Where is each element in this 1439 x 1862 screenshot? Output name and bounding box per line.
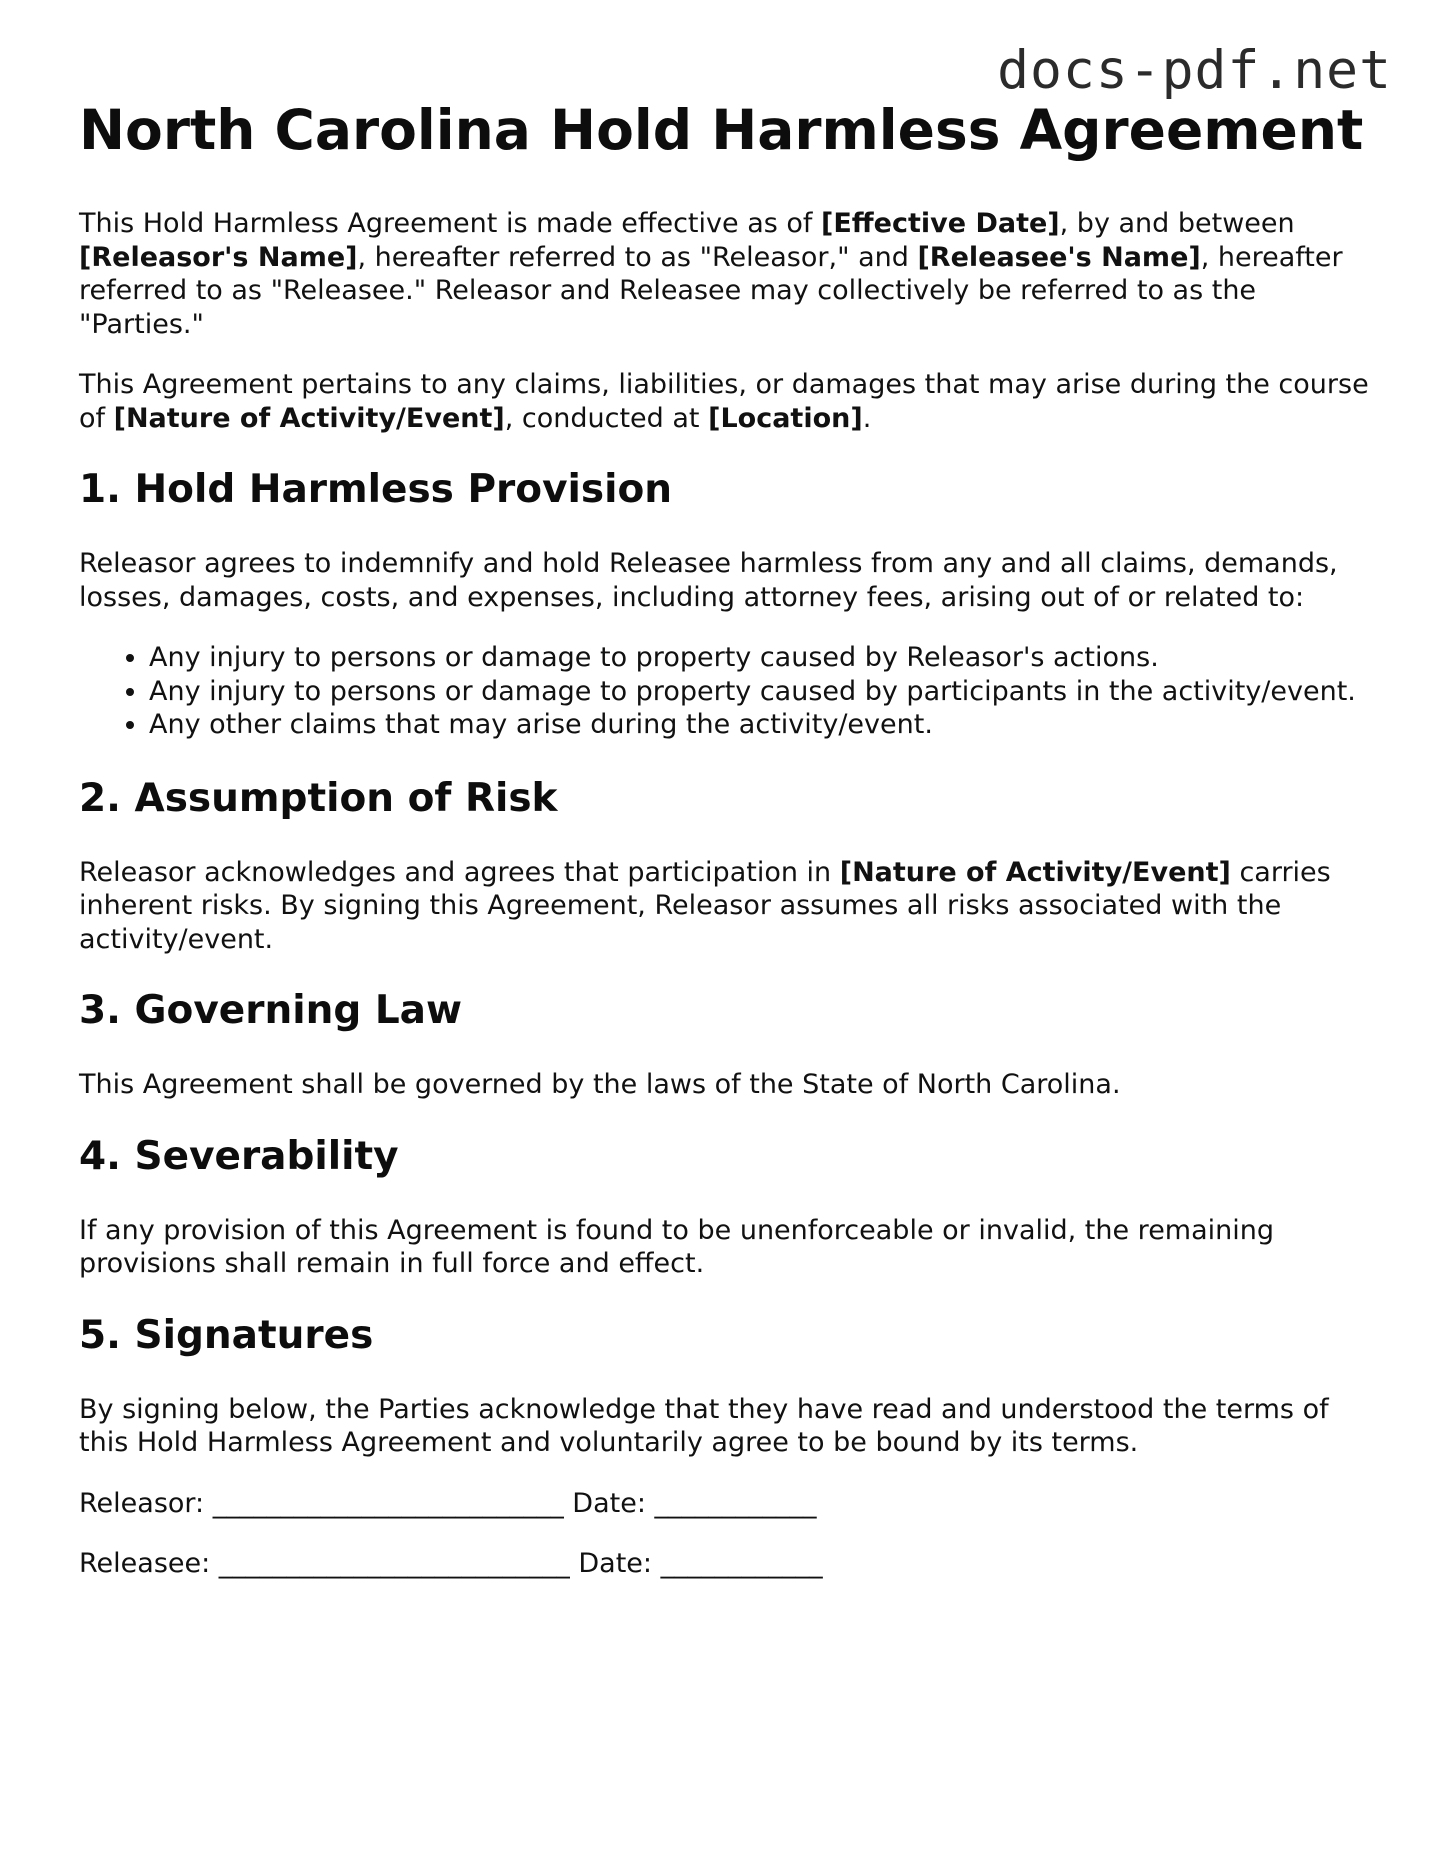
list-item: • Any injury to persons or damage to property caused by participants in the activity/event. [149, 675, 1369, 709]
document-title: North Carolina Hold Harmless Agreement [79, 98, 1364, 162]
intro-text-3: , hereafter referred to as "Releasor," and [357, 241, 918, 273]
section-1-list [79, 641, 1369, 742]
activity-placeholder: [Nature of Activity/Event] [839, 856, 1231, 888]
section-3-heading: 3. Governing Law [79, 988, 463, 1033]
section-4-heading: 4. Severability [79, 1133, 399, 1179]
intro-paragraph [79, 207, 1369, 341]
list-item: • Any injury to persons or damage to property caused by Releasor's actions. [149, 641, 1369, 675]
list-item: • Any other claims that may arise during the activity/event. [149, 708, 1369, 742]
releasor-name-placeholder: [Releasor's Name] [79, 241, 358, 273]
section-2-text-1: Releasor acknowledges and agrees that participation in [79, 856, 840, 888]
section-1-text: Releasor agrees to indemnify and hold Releasee harmless from any and all claims, demands, losses, damages, costs, and expenses, including attorney fees, arising out of or related to: [79, 548, 1338, 613]
scope-paragraph [79, 368, 1369, 435]
section-2-heading: 2. Assumption of Risk [79, 775, 558, 821]
section-2-text [79, 856, 1369, 957]
releasee-signature-line: Releasee: __________________________ Date: ____________ [79, 1548, 823, 1579]
releasor-signature-line: Releasor: __________________________ Date: ____________ [79, 1487, 817, 1519]
watermark: docs-pdf.net [997, 40, 1392, 101]
section-4-text: If any provision of this Agreement is found to be unenforceable or invalid, the remaining provisions shall remain in full force and effect. [79, 1214, 1275, 1279]
releasee-name-placeholder: [Releasee's Name] [917, 241, 1201, 273]
effective-date-placeholder: [Effective Date] [821, 208, 1060, 239]
scope-text-3: . [862, 402, 872, 434]
section-5-text: By signing below, the Parties acknowledge that they have read and understood the terms of this Hold Harmless Agreement and voluntarily agree to be bound by its terms. [79, 1393, 1329, 1458]
section-2-text-2: carries inherent risks. By signing this Agreement, Releasor assumes all risks associated with the activity/event. [79, 856, 1331, 955]
intro-text-4: , hereafter referred to as "Releasee." Releasor and Releasee may collectively be referred to as the "Parties." [79, 241, 1343, 340]
section-3-text: This Agreement shall be governed by the laws of the State of North Carolina. [79, 1069, 1121, 1100]
scope-text-1: This Agreement pertains to any claims, liabilities, or damages that may arise during the course of [79, 369, 1369, 434]
section-5-heading: 5. Signatures [79, 1312, 374, 1358]
scope-text-2: , conducted at [504, 402, 709, 434]
activity-placeholder: [Nature of Activity/Event] [113, 402, 505, 434]
section-1-heading: 1. Hold Harmless Provision [79, 467, 673, 512]
intro-text-2: , by and between [1059, 208, 1295, 239]
location-placeholder: [Location] [708, 402, 863, 434]
document-page [79, 98, 1369, 1608]
intro-text-1: This Hold Harmless Agreement is made effective as of [79, 208, 821, 239]
